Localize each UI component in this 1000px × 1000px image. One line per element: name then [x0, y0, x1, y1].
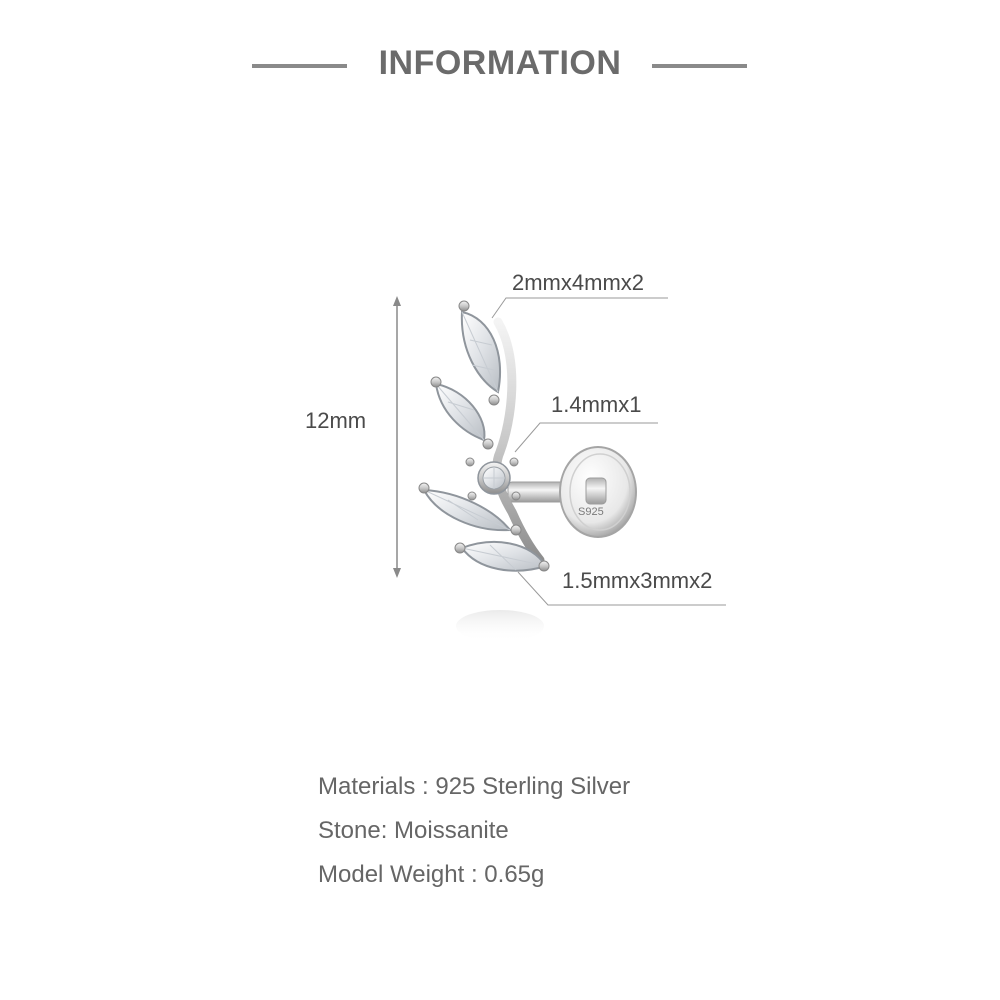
lower-marquise-stone-1 [424, 490, 510, 530]
reflection [456, 610, 544, 642]
bottom-stone-callout: 1.5mmx3mmx2 [562, 568, 713, 593]
back-stamp: S925 [578, 506, 604, 518]
earring-back [508, 447, 636, 537]
spec-weight: Model Weight : 0.65g [318, 861, 545, 888]
spec-stone: Stone: Moissanite [318, 817, 509, 844]
top-stone-callout: 2mmx4mmx2 [512, 270, 645, 295]
round-stone-callout: 1.4mmx1 [551, 392, 642, 417]
height-label: 12mm [305, 408, 367, 433]
height-dimension-arrow [393, 296, 401, 578]
round-stone [478, 462, 510, 494]
upper-marquise-stone [436, 384, 484, 440]
page-title: INFORMATION [378, 44, 622, 82]
spec-list [318, 770, 818, 902]
spec-materials: Materials : 925 Sterling Silver [318, 773, 631, 800]
